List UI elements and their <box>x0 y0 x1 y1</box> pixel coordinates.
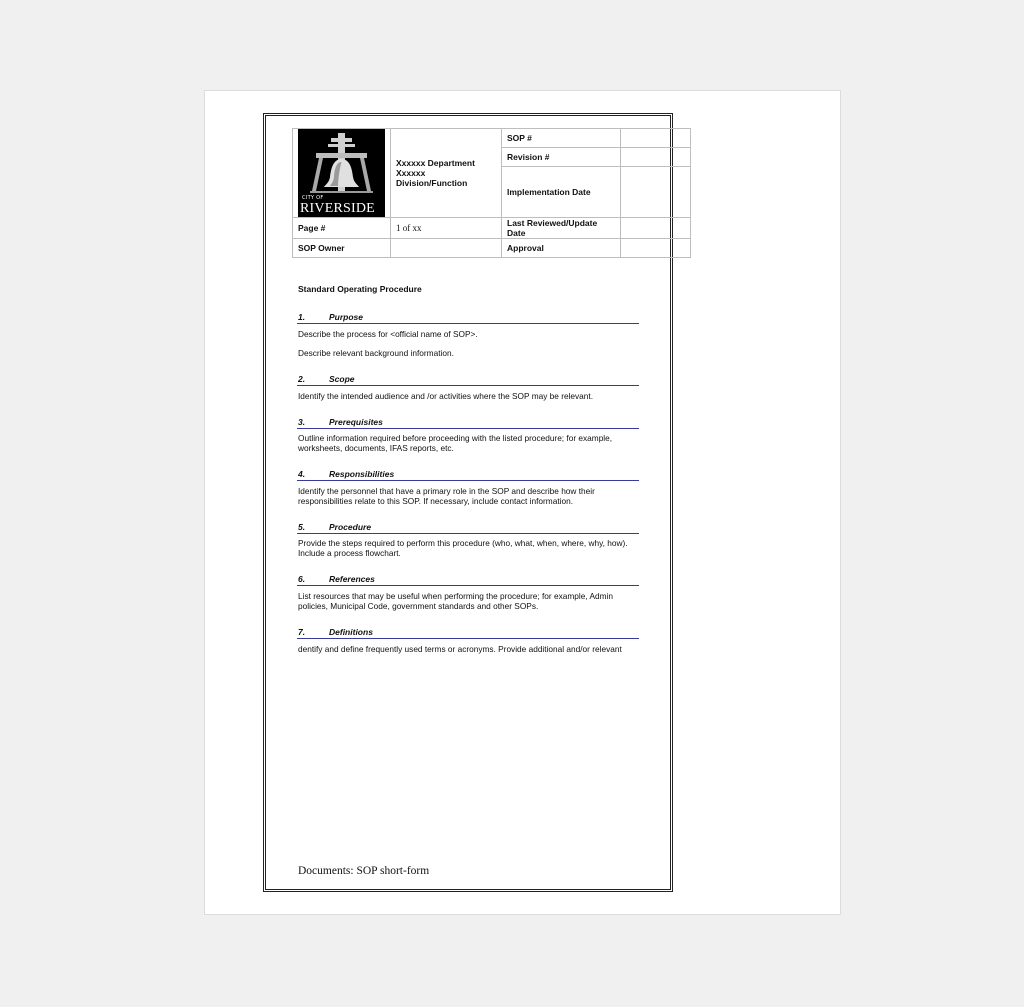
section-number: 1. <box>298 312 306 322</box>
last-reviewed-label-line1: Last Reviewed/Update <box>507 218 598 228</box>
sop-number-value[interactable] <box>621 129 691 148</box>
section-heading-purpose <box>297 312 639 324</box>
implementation-date-value[interactable] <box>621 167 691 218</box>
section-number: 7. <box>298 627 306 637</box>
section-paragraph: Identify the intended audience and /or activities where the SOP may be relevant. <box>298 391 594 401</box>
city-of-riverside-logo <box>298 129 385 217</box>
logo-cell <box>293 129 391 218</box>
page-label: Page # <box>293 218 391 239</box>
section-heading-scope <box>297 374 639 386</box>
section-paragraph: Outline information required before proceeding with the listed procedure; for example, worksheets, documents, IFAS reports, etc. <box>298 433 613 453</box>
section-title: Definitions <box>329 627 373 637</box>
approval-label: Approval <box>502 239 621 258</box>
sop-number-label: SOP # <box>502 129 621 148</box>
department-cell <box>391 129 502 218</box>
last-reviewed-label <box>502 218 621 239</box>
approval-value[interactable] <box>621 239 691 258</box>
section-paragraph: Provide the steps required to perform this procedure (who, what, when, where, why, how). Include a process flowchart. <box>298 538 628 558</box>
section-title: Prerequisites <box>329 417 383 427</box>
implementation-date-label: Implementation Date <box>502 167 621 218</box>
page-value: 1 of xx <box>391 218 502 239</box>
section-paragraph: List resources that may be useful when performing the procedure; for example, Admin policies, Municipal Code, government standards and other SOPs. <box>298 591 613 611</box>
revision-value[interactable] <box>621 148 691 167</box>
section-number: 3. <box>298 417 306 427</box>
revision-label: Revision # <box>502 148 621 167</box>
last-reviewed-value[interactable] <box>621 218 691 239</box>
section-paragraph: Describe relevant background information. <box>298 348 454 358</box>
section-title: Responsibilities <box>329 469 395 479</box>
division-function: Division/Function <box>396 178 468 188</box>
logo-text-riverside: RIVERSIDE <box>300 201 375 216</box>
sop-header-table <box>292 128 691 258</box>
section-paragraph: dentify and define frequently used terms or acronyms. Provide additional and/or relevant <box>298 644 622 654</box>
section-heading-responsibilities <box>297 469 639 481</box>
section-title: Purpose <box>329 312 364 322</box>
last-reviewed-label-line2: Date <box>507 228 526 238</box>
section-number: 5. <box>298 522 306 532</box>
section-title: Procedure <box>329 522 372 532</box>
section-number: 2. <box>298 374 306 384</box>
section-title: Scope <box>329 374 355 384</box>
footer-document-label: Documents: SOP short-form <box>298 865 430 877</box>
section-heading-definitions <box>297 627 639 639</box>
section-number: 4. <box>298 469 306 479</box>
section-paragraph: Identify the personnel that have a primary role in the SOP and describe how their responsibilities relate to this SOP. If necessary, include contact information. <box>298 486 595 506</box>
sop-owner-value[interactable] <box>391 239 502 258</box>
section-paragraph: Describe the process for <official name of SOP>. <box>298 329 478 339</box>
sop-owner-label: SOP Owner <box>293 239 391 258</box>
department-sub: Xxxxxx <box>396 168 426 178</box>
section-heading-procedure <box>297 522 639 534</box>
section-heading-references <box>297 574 639 586</box>
section-title: References <box>329 574 375 584</box>
section-number: 6. <box>298 574 306 584</box>
logo-text-city-of: CITY OF <box>302 195 324 201</box>
department-name: Xxxxxx Department <box>396 158 475 168</box>
section-heading-prerequisites <box>297 417 639 429</box>
document-title: Standard Operating Procedure <box>298 284 422 294</box>
